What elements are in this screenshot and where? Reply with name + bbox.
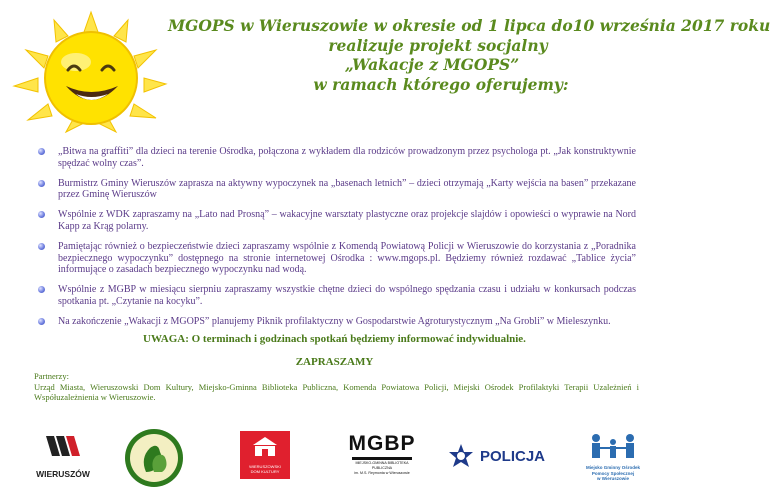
police-star-icon <box>448 443 474 469</box>
mgbp-divider <box>352 457 412 460</box>
wdk-logo-line-1: WIERUSZOWSKI <box>249 464 281 469</box>
bullet-icon <box>38 243 45 250</box>
policja-logo <box>448 443 552 471</box>
bullet-icon <box>38 180 45 187</box>
list-item <box>36 209 636 232</box>
list-item <box>36 316 636 328</box>
mgops-logo <box>580 432 646 484</box>
notice-text: UWAGA: O terminach i godzinach spotkań będziemy informować indywidualnie. <box>143 333 526 345</box>
invitation-heading: ZAPRASZAMY <box>295 356 374 368</box>
theatre-building-icon <box>240 431 290 459</box>
partners-label: Partnerzy: <box>34 371 69 381</box>
list-item <box>36 241 636 276</box>
bullet-icon <box>38 318 45 325</box>
list-item <box>36 178 636 201</box>
list-item-text: „Bitwa na graffiti” dla dzieci na terenie Ośrodka, połączona z wykładem dla rodziców prowadzonym przez psychologa pt. „Jak konstruktywnie spędzać wolny czas”. <box>58 146 636 169</box>
header-line-4: w ramach którego oferujemy: <box>313 74 569 94</box>
family-icon <box>580 432 646 460</box>
bullet-icon <box>38 148 45 155</box>
list-item-text: Na zakończenie „Wakacji z MGOPS” planujemy Piknik profilaktyczny w Gospodarstwie Agroturystycznym „Na Grobli” w Mieleszynku. <box>58 316 611 328</box>
policja-logo-text: POLICJA <box>480 448 546 465</box>
list-item <box>36 146 636 169</box>
wdk-logo <box>240 431 290 479</box>
smiling-sun-illustration <box>6 6 176 136</box>
header-line-2: realizuje projekt socjalny <box>328 35 548 55</box>
bullet-icon <box>38 211 45 218</box>
seal-icon <box>124 428 184 488</box>
mgops-logo-line-1: Miejsko Gminny Ośrodek <box>585 465 640 470</box>
bullet-icon <box>38 286 45 293</box>
list-item <box>36 284 636 307</box>
school-seal-logo <box>124 428 184 488</box>
wieruszow-logo <box>30 428 96 480</box>
wdk-logo-line-2: DOM KULTURY <box>250 469 280 474</box>
wieruszow-emblem-icon <box>30 428 96 464</box>
list-item-text: Burmistrz Gminy Wieruszów zaprasza na aktywny wypoczynek na „basenach letnich” – dzieci otrzymają „Karty wejścia na basen” przekazane przez Gminę Wieruszów <box>58 177 636 201</box>
partners-list: Urząd Miasta, Wieruszowski Dom Kultury, Miejsko-Gminna Biblioteka Publiczna, Komenda Powiatowa Policji, Miejski Ośrodek Profilaktyki Terapii Uzależnień i Współuzależnienia w Wieruszowie. <box>34 382 639 402</box>
list-item-text: Pamiętając również o bezpieczeństwie dzieci zapraszamy wspólnie z Komendą Powiatową Policji w Wieruszowie do korzystania z „Poradnika bezpiecznego wypoczynku” dostępnego na stronie internetowej Ośrodka : www.mgops.pl. Będziemy również rozdawać „Tablice życia” informujące o zasadach bezpiecznego wypoczynku nad wodą. <box>58 241 636 276</box>
mgbp-logo-text: MGBP <box>348 432 416 455</box>
page-header <box>168 16 770 94</box>
list-item-text: Wspólnie z WDK zapraszamy na „Lato nad Prosną” – wakacyjne warsztaty plastyczne oraz projekcje slajdów i opowieści o wyprawie na Nord Kapp za Krąg polarny. <box>58 209 636 232</box>
wieruszow-logo-text: WIERUSZÓW <box>36 469 90 479</box>
header-line-3: „Wakacje z MGOPS” <box>344 55 520 74</box>
mgbp-logo-subtitle-2: im. M.S. Reymonta w Wieruszowie <box>354 471 410 475</box>
offer-list <box>36 146 636 336</box>
mgbp-logo-subtitle-1: MIEJSKO-GMINNA BIBLIOTEKA PUBLICZNA <box>355 461 409 470</box>
mgops-logo-line-3: w Wieruszowie <box>597 476 629 481</box>
list-item-text: Wspólnie z MGBP w miesiącu sierpniu zapraszamy wszystkie chętne dzieci do wspólnego spędzania czasu i udziału w konkursach podczas spotkania pt. „Czytanie na kocyku”. <box>58 284 636 307</box>
mgbp-logo <box>346 432 418 482</box>
header-line-1: MGOPS w Wieruszowie w okresie od 1 lipca do10 września 2017 roku <box>168 16 770 35</box>
mgops-logo-line-2: Pomocy Społecznej <box>591 470 635 476</box>
